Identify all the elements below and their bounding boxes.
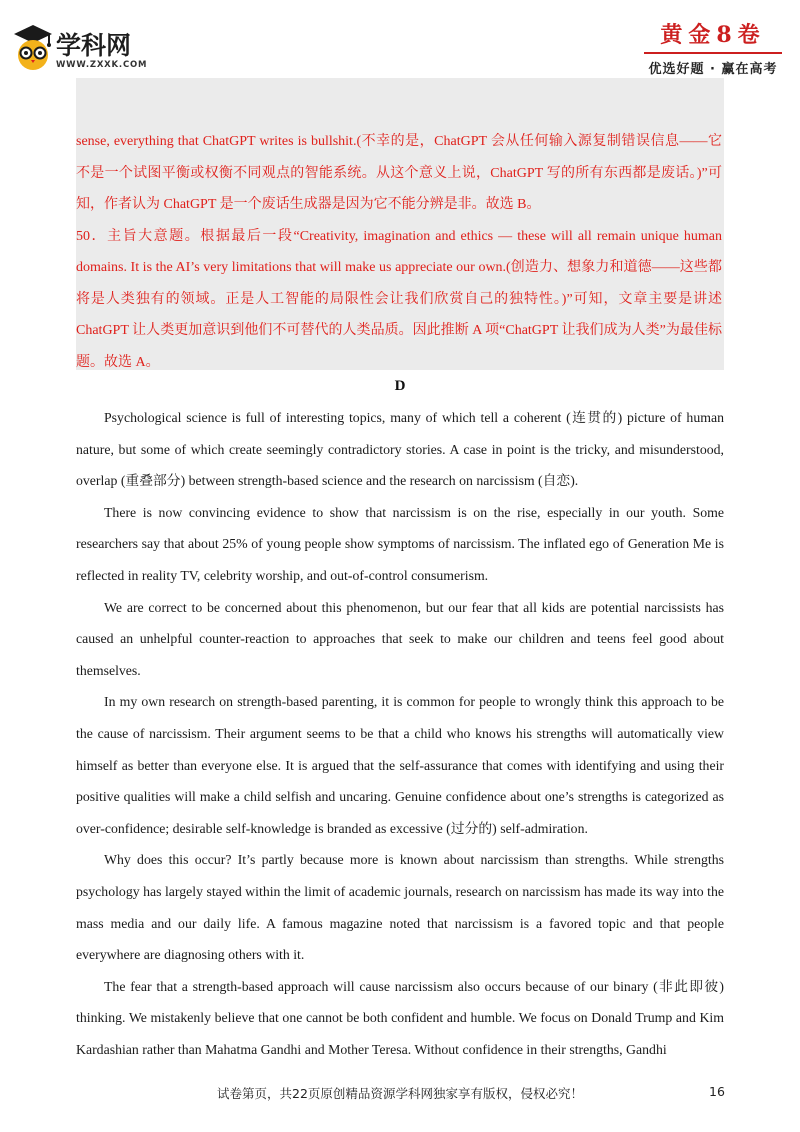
answer-paragraph: sense, everything that ChatGPT writes is bullshit.(不幸的是，ChatGPT 会从任何输入源复制错误信息——它不是一个试图平衡或权衡不同观点的智能系统。从这个意义上说，ChatGPT 写的所有东西都是废话。)”可知，作者认为 ChatGPT 是一个废话生成器是因为它不能分辨是非。故选 B。 (76, 134, 722, 212)
graduation-owl-logo-icon (12, 22, 54, 77)
passage-paragraph: The fear that a strength-based approach will cause narcissism also occurs because of our binary (非此即彼) thinking. We mistakenly believe that one cannot be both confident and humble. We focus on Donald Trump and Kim Kardashian rather than Mahatma Gandhi and Mother Teresa. Without confidence in their strengths, Gandhi (76, 978, 724, 1057)
brand-slogan: 优选好题 · 赢在高考 (648, 62, 778, 77)
site-logo[interactable] (12, 20, 172, 80)
logo-url: WWW.ZXXK.COM (56, 60, 148, 70)
brand-title: 黄金8卷 (660, 22, 766, 48)
brand-block (638, 16, 788, 78)
brand-divider (644, 52, 782, 54)
section-title: D (394, 378, 406, 394)
passage-paragraph: There is now convincing evidence to show that narcissism is on the rise, especially in our youth. Some researchers say that about 25% of young people show symptoms of narcissism. The inflated ego of Generation Me is reflected in reality TV, celebrity worship, and out-of-control consumerism. (76, 504, 724, 583)
page-number: 16 (709, 1084, 725, 1099)
passage-paragraph: We are correct to be concerned about this phenomenon, but our fear that all kids are potential narcissists has caused an unhelpful counter-reaction to approaches that seek to make our children and teens feel good about themselves. (76, 599, 724, 678)
answer-explanation-box (76, 78, 724, 370)
passage-paragraph: In my own research on strength-based parenting, it is common for people to wrongly think this approach to be the cause of narcissism. Their argument seems to be that a child who knows his strengths will automatically view himself as better than everyone else. It is argued that the self-assurance that comes with identifying and using their positive qualities will make a child selfish and uncaring. Genuine confidence about one’s strengths is categorized as over-confidence; desirable self-knowledge is branded as excessive (过分的) self-admiration. (76, 694, 724, 836)
logo-text: 学科网 (56, 31, 132, 60)
answer-paragraph: 50．主旨大意题。根据最后一段“Creativity, imagination and ethics — these will all remain unique human domains. It is the AI’s very limitations that will make us appreciate our own.(创造力、想象力和道德——这些都将是人类独有的领域。正是人工智能的局限性会让我们欣赏自己的独特性。)”可知，文章主要是讲述 ChatGPT 让人类更加意识到他们不可替代的人类品质。因此推断 A 项“ChatGPT 让我们成为人类”为最佳标题。故选 A。 (76, 228, 722, 370)
page-footer: 试卷第页，共22页原创精品资源学科网独家享有版权，侵权必究！ (217, 1086, 583, 1101)
reading-passage (76, 402, 724, 1065)
passage-paragraph: Psychological science is full of interesting topics, many of which tell a coherent (连贯的) picture of human nature, but some of which create seemingly contradictory stories. A case in point is the tricky, and misunderstood, overlap (重叠部分) between strength-based science and the research on narcissism (自恋). (76, 410, 724, 489)
passage-paragraph: Why does this occur? It’s partly because more is known about narcissism than strengths. While strengths psychology has largely stayed within the limit of academic journals, research on narcissism has made its way into the mass media and our daily life. A famous magazine noted that narcissism is a favored topic and that people everywhere are diagnosing others with it. (76, 852, 724, 963)
answer-explanation-text (76, 126, 722, 378)
